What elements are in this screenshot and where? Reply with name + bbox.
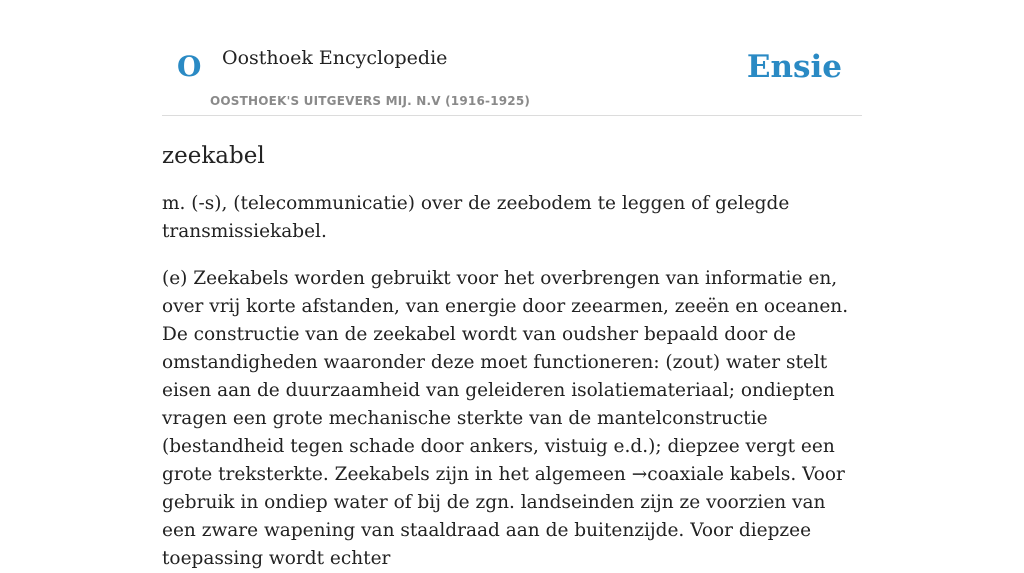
- entry-description: (e) Zeekabels worden gebruikt voor het overbrengen van informatie en, over vrij korte afstanden, van energie door zeearmen, zeeën en oceanen. De constructie van de zeekabel wordt van oudsher bepaald door de omstandigheden waaronder deze moet functioneren: (zout) water stelt eisen aan de duurzaamheid van geleideren isolatiemateriaal; ondiepten vragen een grote mechanische sterkte van de mantelconstructie (bestandheid tegen schade door ankers, vistuig e.d.); diepzee vergt een grote treksterkte. Zeekabels zijn in het algemeen →coaxiale kabels. Voor gebruik in ondiep water of bij de zgn. landseinden zijn ze voorzien van een zware wapening van staaldraad aan de buitenzijde. Voor diepzee toepassing wordt echter: [162, 267, 849, 569]
- publisher-label: OOSTHOEK'S UITGEVERS MIJ. N.V (1916-1925): [210, 94, 531, 108]
- book-title-link[interactable]: Oosthoek Encyclopedie: [222, 47, 448, 69]
- entry-title: zeekabel: [162, 143, 265, 169]
- section-letter[interactable]: O: [177, 50, 202, 83]
- ensie-logo-link[interactable]: Ensie: [746, 49, 842, 85]
- page-container: [162, 0, 862, 573]
- site-header: [162, 0, 862, 116]
- entry-definition: m. (-s), (telecommunicatie) over de zeebodem te leggen of gelegde transmissiekabel.: [162, 192, 790, 242]
